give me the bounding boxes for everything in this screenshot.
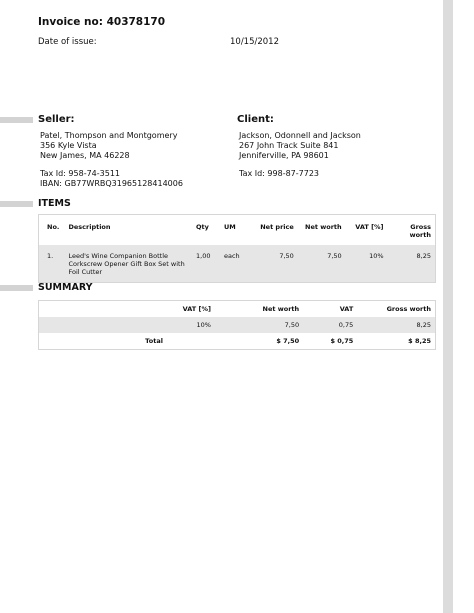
client-tax-id: Tax Id: 998-87-7723 bbox=[239, 169, 319, 178]
col-qty: Qty bbox=[196, 223, 209, 231]
seller-name: Patel, Thompson and Montgomery bbox=[40, 131, 178, 140]
items-accent-bar bbox=[0, 201, 33, 207]
summary-col-net-worth: Net worth bbox=[262, 305, 300, 313]
summary-total-row bbox=[39, 333, 436, 350]
summary-table bbox=[38, 300, 436, 350]
col-um: UM bbox=[223, 223, 236, 231]
item-qty: 1,00 bbox=[192, 245, 220, 283]
col-description: Description bbox=[68, 223, 111, 231]
summary-col-vat-rate: VAT [%] bbox=[182, 305, 211, 313]
seller-heading: Seller: bbox=[38, 114, 75, 125]
client-name: Jackson, Odonnell and Jackson bbox=[239, 131, 361, 140]
page-margin bbox=[453, 0, 474, 613]
items-heading: ITEMS bbox=[38, 198, 71, 209]
item-net-price: 7,50 bbox=[254, 245, 298, 283]
item-gross-worth: 8,25 bbox=[388, 245, 436, 283]
seller-iban: IBAN: GB77WRBQ31965128414006 bbox=[40, 179, 183, 188]
seller-city: New James, MA 46228 bbox=[40, 151, 130, 160]
seller-accent-bar bbox=[0, 117, 33, 123]
client-city: Jenniferville, PA 98601 bbox=[239, 151, 329, 160]
items-header-row bbox=[39, 215, 436, 246]
summary-accent-bar bbox=[0, 285, 33, 291]
date-of-issue-value: 10/15/2012 bbox=[230, 37, 279, 47]
item-net-worth: 7,50 bbox=[298, 245, 346, 283]
summary-col-vat: VAT bbox=[339, 305, 354, 313]
summary-heading: SUMMARY bbox=[38, 282, 93, 293]
total-gross-worth: $ 8,25 bbox=[408, 337, 431, 345]
col-net-price: Net price bbox=[260, 223, 294, 231]
client-street: 267 John Track Suite 841 bbox=[239, 141, 339, 150]
item-no: 1. bbox=[39, 245, 65, 283]
summary-net-worth: 7,50 bbox=[215, 317, 303, 333]
page-edge-rule bbox=[443, 0, 453, 613]
date-of-issue-label: Date of issue: bbox=[38, 37, 97, 47]
invoice-title: Invoice no: 40378170 bbox=[38, 16, 166, 28]
col-no: No. bbox=[47, 223, 60, 231]
summary-gross-worth: 8,25 bbox=[357, 317, 435, 333]
summary-header-row bbox=[39, 301, 436, 318]
seller-tax-id: Tax Id: 958-74-3511 bbox=[40, 169, 120, 178]
summary-vat-rate: 10% bbox=[39, 317, 215, 333]
table-row bbox=[39, 317, 436, 333]
items-table bbox=[38, 214, 436, 283]
total-label: Total bbox=[145, 337, 163, 345]
col-net-worth: Net worth bbox=[305, 223, 342, 231]
item-um: each bbox=[220, 245, 254, 283]
item-description: Leed's Wine Companion Bottle Corkscrew Opener Gift Box Set with Foil Cutter bbox=[64, 245, 192, 283]
summary-col-gross-worth: Gross worth bbox=[386, 305, 431, 313]
total-net-worth: $ 7,50 bbox=[276, 337, 300, 345]
total-vat: $ 0,75 bbox=[330, 337, 354, 345]
seller-street: 356 Kyle Vista bbox=[40, 141, 97, 150]
col-vat: VAT [%] bbox=[355, 223, 384, 231]
table-row bbox=[39, 245, 436, 283]
col-gross-worth: Gross worth bbox=[409, 223, 431, 239]
client-heading: Client: bbox=[237, 114, 274, 125]
item-vat: 10% bbox=[346, 245, 388, 283]
summary-vat: 0,75 bbox=[303, 317, 357, 333]
